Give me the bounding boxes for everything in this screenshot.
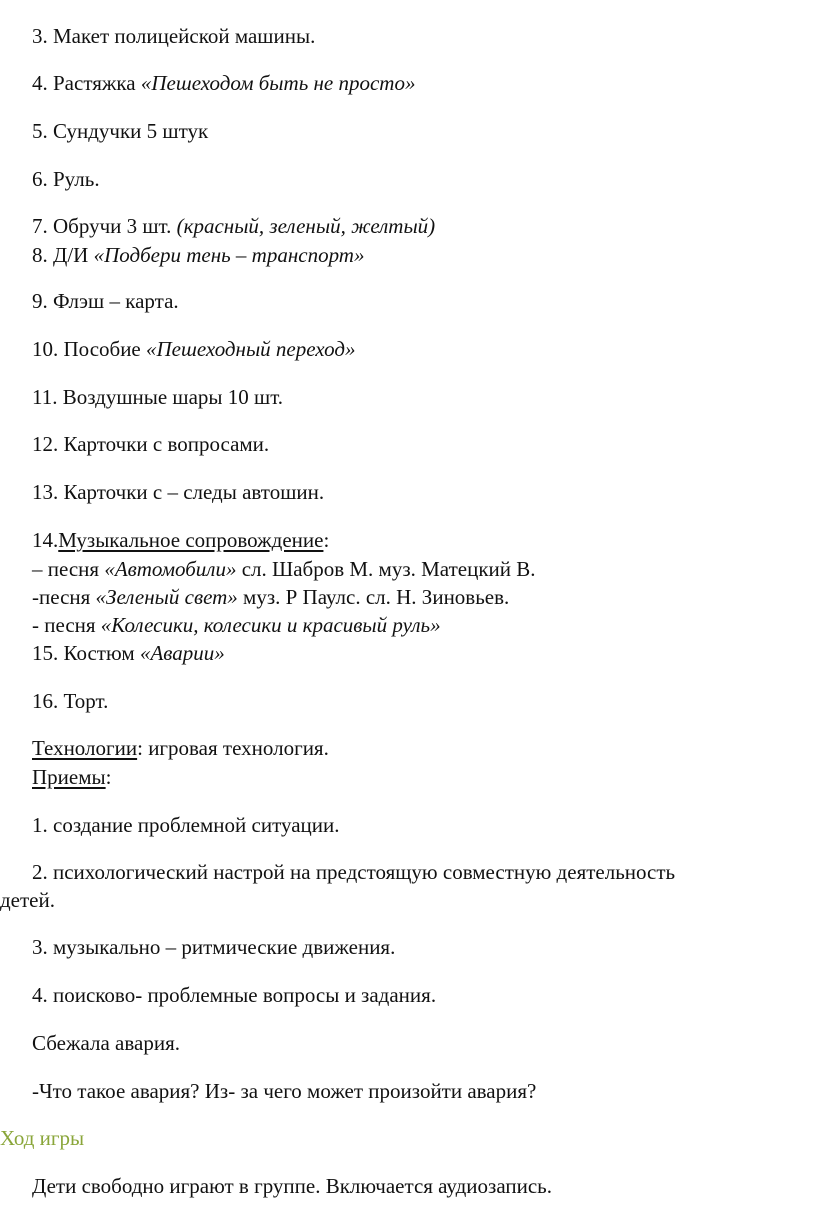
song-line-2: -песня «Зеленый свет» муз. Р Паулс. сл. Н. Зиновьев. xyxy=(32,585,510,609)
material-item-16: 16. Торт. xyxy=(32,689,109,713)
material-item-8: 8. Д/И «Подбери тень – транспорт» xyxy=(32,243,365,267)
technique-item-2: 2. психологический настрой на предстоящую совместную деятельность xyxy=(32,860,676,884)
material-item-9: 9. Флэш – карта. xyxy=(32,289,179,313)
material-item-15: 15. Костюм «Аварии» xyxy=(32,641,225,665)
technologies-line: Технологии: игровая технология. xyxy=(32,736,329,760)
material-item-12: 12. Карточки с вопросами. xyxy=(32,432,270,456)
technique-item-3: 3. музыкально – ритмические движения. xyxy=(32,935,396,959)
music-heading: 14.Музыкальное сопровождение: xyxy=(32,528,330,552)
material-item-10: 10. Пособие «Пешеходный переход» xyxy=(32,337,356,361)
section-heading: Ход игры xyxy=(0,1126,85,1150)
material-item-7: 7. Обручи 3 шт. (красный, зеленый, желтый) xyxy=(32,214,436,238)
material-item-5: 5. Сундучки 5 штук xyxy=(32,119,209,143)
material-item-11: 11. Воздушные шары 10 шт. xyxy=(32,385,284,409)
techniques-heading: Приемы: xyxy=(32,765,112,789)
song-line-3: - песня «Колесики, колесики и красивый руль» xyxy=(32,613,441,637)
story-line-1: Сбежала авария. xyxy=(32,1031,180,1055)
technique-item-4: 4. поисково- проблемные вопросы и задания. xyxy=(32,983,437,1007)
material-item-4: 4. Растяжка «Пешеходом быть не просто» xyxy=(32,71,416,95)
material-item-6: 6. Руль. xyxy=(32,167,100,191)
material-item-3: 3. Макет полицейской машины. xyxy=(32,24,316,48)
technique-item-2-continued: детей. xyxy=(0,888,55,912)
story-line-2: -Что такое авария? Из- за чего может произойти авария? xyxy=(32,1079,537,1103)
material-item-13: 13. Карточки с – следы автошин. xyxy=(32,480,325,504)
technique-item-1: 1. создание проблемной ситуации. xyxy=(32,813,340,837)
song-line-1: – песня «Автомобили» сл. Шабров М. муз. Матецкий В. xyxy=(32,557,536,581)
section-text: Дети свободно играют в группе. Включается аудиозапись. xyxy=(32,1174,552,1198)
